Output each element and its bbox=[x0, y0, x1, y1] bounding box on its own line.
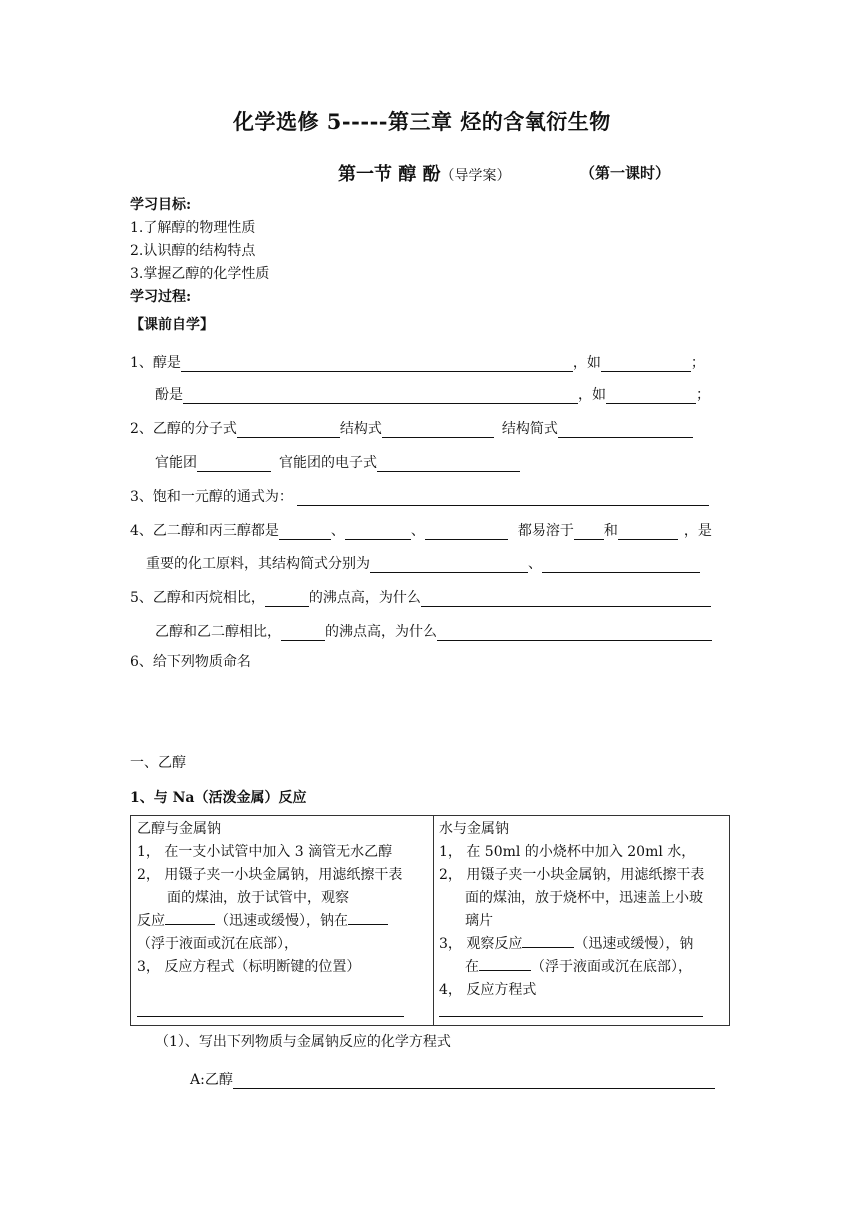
section-title: 第一节 醇 酚 bbox=[338, 164, 441, 185]
answer-blank[interactable] bbox=[345, 525, 411, 540]
question-1a: 1、醇是 ，如 ； bbox=[130, 355, 705, 371]
answer-blank[interactable] bbox=[233, 1074, 715, 1089]
answer-blank[interactable] bbox=[279, 525, 331, 540]
exercise-question: （1）、写出下列物质与金属钠反应的化学方程式 bbox=[155, 1034, 451, 1050]
question-4b: 重要的化工原料，其结构简式分别为 、 bbox=[146, 553, 700, 573]
answer-blank[interactable] bbox=[181, 357, 573, 372]
experiment-table bbox=[130, 815, 730, 1026]
right-step-1: 1， 在 50ml 的小烧杯中加入 20ml 水， bbox=[439, 844, 696, 860]
answer-blank[interactable] bbox=[237, 423, 340, 438]
answer-blank[interactable] bbox=[421, 592, 711, 607]
section-note: （导学案） bbox=[440, 168, 511, 184]
answer-blank[interactable] bbox=[542, 558, 700, 573]
answer-blank[interactable] bbox=[183, 389, 578, 404]
question-5a: 5、乙醇和丙烷相比， 的沸点高，为什么 bbox=[130, 587, 711, 607]
question-6: 6、给下列物质命名 bbox=[130, 654, 251, 670]
answer-blank[interactable] bbox=[297, 491, 709, 506]
left-step-2: 2， 用镊子夹一小块金属钠，用滤纸擦干表 bbox=[137, 867, 403, 883]
part1-heading: 一、乙醇 bbox=[130, 755, 186, 771]
question-3: 3、饱和一元醇的通式为： bbox=[130, 486, 709, 506]
table-right-cell bbox=[439, 818, 704, 1025]
answer-blank[interactable] bbox=[348, 910, 388, 925]
exercise-a: A:乙醇 bbox=[190, 1069, 715, 1089]
right-step-2-cont2: 璃片 bbox=[465, 913, 493, 929]
objective-item: 3.掌握乙醇的化学性质 bbox=[130, 266, 270, 282]
right-step-2-cont: 面的煤油，放于烧杯中，迅速盖上小玻 bbox=[465, 890, 703, 906]
answer-blank[interactable] bbox=[425, 525, 508, 540]
process-heading: 学习过程: bbox=[130, 289, 192, 305]
table-divider bbox=[433, 816, 434, 1025]
question-1b: 酚是 ，如 ； bbox=[155, 387, 710, 403]
right-step-2: 2， 用镊子夹一小块金属钠，用滤纸擦干表 bbox=[439, 867, 705, 883]
right-equation-line bbox=[439, 1002, 704, 1025]
left-step-3: 3， 反应方程式（标明断键的位置） bbox=[137, 959, 361, 975]
question-2b: 官能团 官能团的电子式 bbox=[155, 452, 520, 472]
answer-blank[interactable] bbox=[558, 423, 693, 438]
objective-item: 1.了解醇的物理性质 bbox=[130, 220, 256, 236]
answer-blank[interactable] bbox=[606, 389, 696, 404]
answer-blank[interactable] bbox=[137, 1002, 404, 1017]
table-left-cell bbox=[137, 818, 404, 1025]
question-5b: 乙醇和乙二醇相比， 的沸点高，为什么 bbox=[155, 621, 712, 641]
section-heading bbox=[338, 160, 511, 186]
answer-blank[interactable] bbox=[601, 357, 691, 372]
question-2a: 2、乙醇的分子式 结构式 结构简式 bbox=[130, 418, 693, 438]
answer-blank[interactable] bbox=[377, 457, 520, 472]
left-step-1: 1， 在一支小试管中加入 3 滴管无水乙醇 bbox=[137, 844, 393, 860]
answer-blank[interactable] bbox=[618, 525, 678, 540]
left-step-2-float: （浮于液面或沉在底部）， bbox=[137, 936, 298, 952]
question-4a: 4、乙二醇和丙三醇都是 、 、 都易溶于 和 ，是 bbox=[130, 523, 712, 539]
right-step-4: 4， 反应方程式 bbox=[439, 982, 537, 998]
left-step-2-react: 反应 （迅速或缓慢），钠在 bbox=[137, 910, 404, 933]
right-cell-title: 水与金属钠 bbox=[439, 821, 509, 837]
answer-blank[interactable] bbox=[370, 558, 528, 573]
answer-blank[interactable] bbox=[197, 457, 271, 472]
left-cell-title: 乙醇与金属钠 bbox=[137, 821, 221, 837]
answer-blank[interactable] bbox=[437, 626, 712, 641]
answer-blank[interactable] bbox=[439, 1002, 703, 1017]
right-step-3-cont: 在 （浮于液面或沉在底部）， bbox=[439, 956, 704, 979]
document-title: 化学选修 5-----第三章 烃的含氧衍生物 bbox=[233, 109, 611, 134]
answer-blank[interactable] bbox=[479, 956, 531, 971]
part1-sub1: 1、与 Na（活泼金属）反应 bbox=[130, 790, 307, 806]
lesson-label: （第一课时） bbox=[580, 164, 671, 182]
answer-blank[interactable] bbox=[574, 525, 604, 540]
objective-item: 2.认识醇的结构特点 bbox=[130, 243, 256, 259]
answer-blank[interactable] bbox=[165, 910, 215, 925]
right-step-3: 3， 观察反应 （迅速或缓慢），钠 bbox=[439, 933, 704, 956]
objectives-heading: 学习目标: bbox=[130, 197, 192, 213]
left-step-2-cont: 面的煤油，放于试管中，观察 bbox=[167, 890, 349, 906]
preclass-heading: 【课前自学】 bbox=[130, 317, 214, 333]
answer-blank[interactable] bbox=[522, 933, 574, 948]
answer-blank[interactable] bbox=[281, 626, 325, 641]
answer-blank[interactable] bbox=[265, 592, 309, 607]
left-equation-line bbox=[137, 1002, 404, 1025]
answer-blank[interactable] bbox=[382, 423, 494, 438]
